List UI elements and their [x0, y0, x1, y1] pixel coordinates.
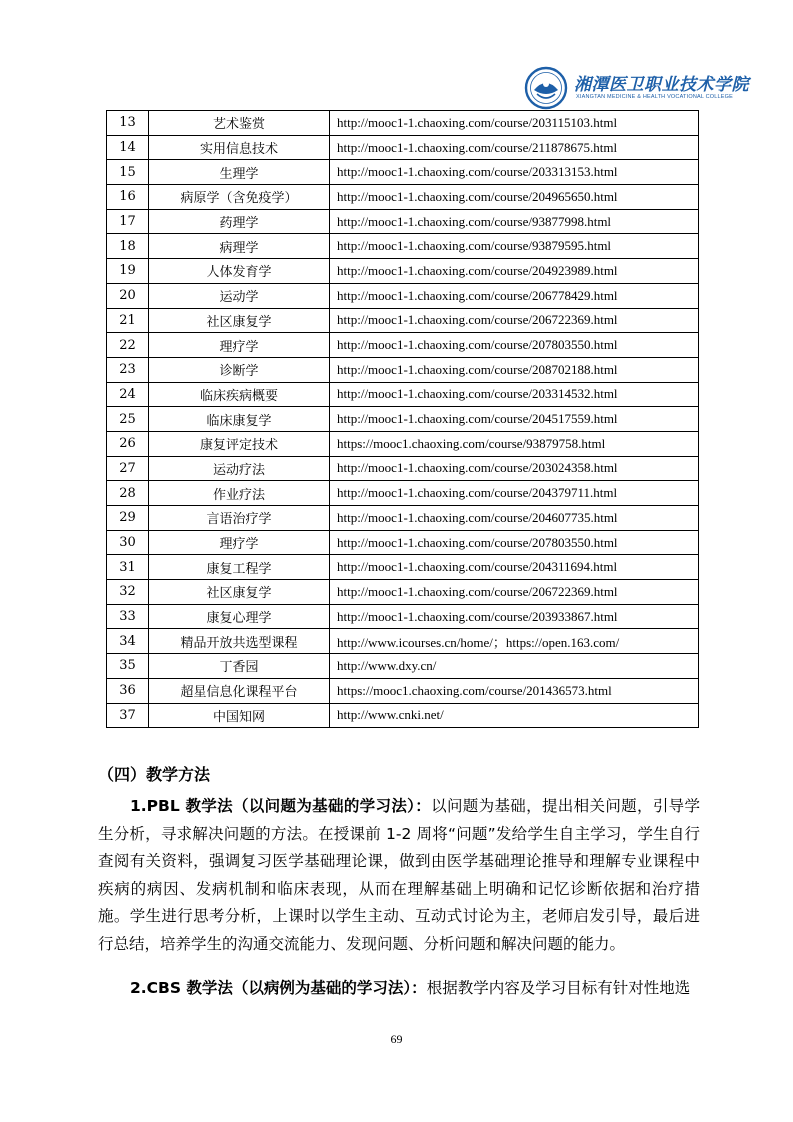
- course-name: 临床疾病概要: [149, 382, 330, 407]
- table-row: [107, 111, 699, 136]
- course-url[interactable]: https://mooc1.chaoxing.com/course/93879758.html: [330, 431, 699, 456]
- row-number: 13: [107, 111, 149, 136]
- college-emblem-icon: [524, 66, 568, 110]
- course-resource-table: [106, 110, 699, 728]
- course-url[interactable]: http://mooc1-1.chaoxing.com/course/203933867.html: [330, 604, 699, 629]
- course-url[interactable]: http://mooc1-1.chaoxing.com/course/203024358.html: [330, 456, 699, 481]
- table-row: [107, 580, 699, 605]
- row-number: 22: [107, 333, 149, 358]
- course-url[interactable]: http://mooc1-1.chaoxing.com/course/211878675.html: [330, 135, 699, 160]
- course-name: 运动学: [149, 283, 330, 308]
- course-url[interactable]: http://mooc1-1.chaoxing.com/course/93877998.html: [330, 209, 699, 234]
- table-row: [107, 160, 699, 185]
- row-number: 35: [107, 654, 149, 679]
- table-row: [107, 209, 699, 234]
- section-title: （四）教学方法: [98, 765, 211, 784]
- table-row: [107, 629, 699, 654]
- course-url[interactable]: http://mooc1-1.chaoxing.com/course/204517559.html: [330, 407, 699, 432]
- course-url[interactable]: http://www.icourses.cn/home/；https://open.163.com/: [330, 629, 699, 654]
- course-name: 社区康复学: [149, 308, 330, 333]
- table-row: [107, 407, 699, 432]
- course-name: 病理学: [149, 234, 330, 259]
- cbs-body: 根据教学内容及学习目标有针对性地选: [426, 979, 691, 997]
- row-number: 36: [107, 678, 149, 703]
- course-url[interactable]: http://mooc1-1.chaoxing.com/course/206722369.html: [330, 308, 699, 333]
- row-number: 14: [107, 135, 149, 160]
- course-name: 理疗学: [149, 530, 330, 555]
- course-url[interactable]: http://mooc1-1.chaoxing.com/course/204379711.html: [330, 481, 699, 506]
- course-url[interactable]: http://mooc1-1.chaoxing.com/course/203314532.html: [330, 382, 699, 407]
- course-url[interactable]: http://mooc1-1.chaoxing.com/course/203115103.html: [330, 111, 699, 136]
- row-number: 31: [107, 555, 149, 580]
- row-number: 32: [107, 580, 149, 605]
- course-url[interactable]: https://mooc1.chaoxing.com/course/201436573.html: [330, 678, 699, 703]
- table-row: [107, 481, 699, 506]
- row-number: 24: [107, 382, 149, 407]
- cbs-lead: 2.CBS 教学法（以病例为基础的学习法）：: [130, 979, 427, 997]
- row-number: 17: [107, 209, 149, 234]
- table-row: [107, 678, 699, 703]
- table-row: [107, 506, 699, 531]
- row-number: 25: [107, 407, 149, 432]
- pbl-body: 以问题为基础，提出相关问题，引导学生分析，寻求解决问题的方法。在授课前 1-2 周将“问题”发给学生自主学习，学生自行查阅有关资料，强调复习医学基础理论课，做到由医学基础理论推导和理解专业课程中疾病的病因、发病机制和临床表现，从而在理解基础上明确和记忆诊断依据和治疗措施。学生进行思考分析，上课时以学生主动、互动式讨论为主，老师启发引导，最后进行总结，培养学生的沟通交流能力、发现问题、分析问题和解决问题的能力。: [98, 797, 700, 953]
- row-number: 34: [107, 629, 149, 654]
- row-number: 27: [107, 456, 149, 481]
- cbs-paragraph: [98, 975, 700, 1003]
- table-row: [107, 357, 699, 382]
- table-row: [107, 530, 699, 555]
- row-number: 33: [107, 604, 149, 629]
- table-row: [107, 431, 699, 456]
- table-row: [107, 703, 699, 728]
- course-name: 超星信息化课程平台: [149, 678, 330, 703]
- course-table-body: [107, 111, 699, 728]
- table-row: [107, 185, 699, 210]
- course-url[interactable]: http://mooc1-1.chaoxing.com/course/93879595.html: [330, 234, 699, 259]
- course-url[interactable]: http://mooc1-1.chaoxing.com/course/204311694.html: [330, 555, 699, 580]
- course-name: 康复心理学: [149, 604, 330, 629]
- course-name: 运动疗法: [149, 456, 330, 481]
- table-row: [107, 234, 699, 259]
- course-name: 药理学: [149, 209, 330, 234]
- row-number: 18: [107, 234, 149, 259]
- row-number: 29: [107, 506, 149, 531]
- row-number: 21: [107, 308, 149, 333]
- row-number: 28: [107, 481, 149, 506]
- course-name: 作业疗法: [149, 481, 330, 506]
- course-url[interactable]: http://mooc1-1.chaoxing.com/course/206778429.html: [330, 283, 699, 308]
- logo-chinese-name: 湘潭医卫职业技术学院: [574, 75, 749, 95]
- table-row: [107, 135, 699, 160]
- course-name: 理疗学: [149, 333, 330, 358]
- row-number: 26: [107, 431, 149, 456]
- table-row: [107, 654, 699, 679]
- logo-english-name: XIANGTAN MEDICINE & HEALTH VOCATIONAL COLLEGE: [576, 94, 734, 100]
- course-name: 言语治疗学: [149, 506, 330, 531]
- course-url[interactable]: http://mooc1-1.chaoxing.com/course/203313153.html: [330, 160, 699, 185]
- course-name: 实用信息技术: [149, 135, 330, 160]
- pbl-lead: 1.PBL 教学法（以问题为基础的学习法）：: [130, 797, 432, 815]
- table-row: [107, 333, 699, 358]
- course-name: 中国知网: [149, 703, 330, 728]
- table-row: [107, 555, 699, 580]
- course-name: 康复评定技术: [149, 431, 330, 456]
- course-name: 精品开放共选型课程: [149, 629, 330, 654]
- course-name: 丁香园: [149, 654, 330, 679]
- row-number: 23: [107, 357, 149, 382]
- pbl-paragraph: [98, 793, 700, 958]
- course-url[interactable]: http://mooc1-1.chaoxing.com/course/204965650.html: [330, 185, 699, 210]
- course-url[interactable]: http://mooc1-1.chaoxing.com/course/208702188.html: [330, 357, 699, 382]
- table-row: [107, 604, 699, 629]
- course-name: 临床康复学: [149, 407, 330, 432]
- course-name: 社区康复学: [149, 580, 330, 605]
- course-name: 病原学（含免疫学）: [149, 185, 330, 210]
- row-number: 16: [107, 185, 149, 210]
- course-name: 生理学: [149, 160, 330, 185]
- college-logo: [524, 66, 749, 112]
- table-row: [107, 456, 699, 481]
- course-name: 人体发育学: [149, 259, 330, 284]
- course-url[interactable]: http://mooc1-1.chaoxing.com/course/206722369.html: [330, 580, 699, 605]
- course-name: 诊断学: [149, 357, 330, 382]
- table-row: [107, 259, 699, 284]
- course-url[interactable]: http://mooc1-1.chaoxing.com/course/207803550.html: [330, 530, 699, 555]
- row-number: 20: [107, 283, 149, 308]
- course-url[interactable]: http://www.cnki.net/: [330, 703, 699, 728]
- table-row: [107, 382, 699, 407]
- table-row: [107, 308, 699, 333]
- course-url[interactable]: http://mooc1-1.chaoxing.com/course/207803550.html: [330, 333, 699, 358]
- row-number: 37: [107, 703, 149, 728]
- course-name: 艺术鉴赏: [149, 111, 330, 136]
- row-number: 15: [107, 160, 149, 185]
- row-number: 30: [107, 530, 149, 555]
- table-row: [107, 283, 699, 308]
- course-url[interactable]: http://mooc1-1.chaoxing.com/course/204607735.html: [330, 506, 699, 531]
- course-name: 康复工程学: [149, 555, 330, 580]
- course-url[interactable]: http://www.dxy.cn/: [330, 654, 699, 679]
- course-url[interactable]: http://mooc1-1.chaoxing.com/course/204923989.html: [330, 259, 699, 284]
- page-number: 69: [390, 1032, 403, 1046]
- row-number: 19: [107, 259, 149, 284]
